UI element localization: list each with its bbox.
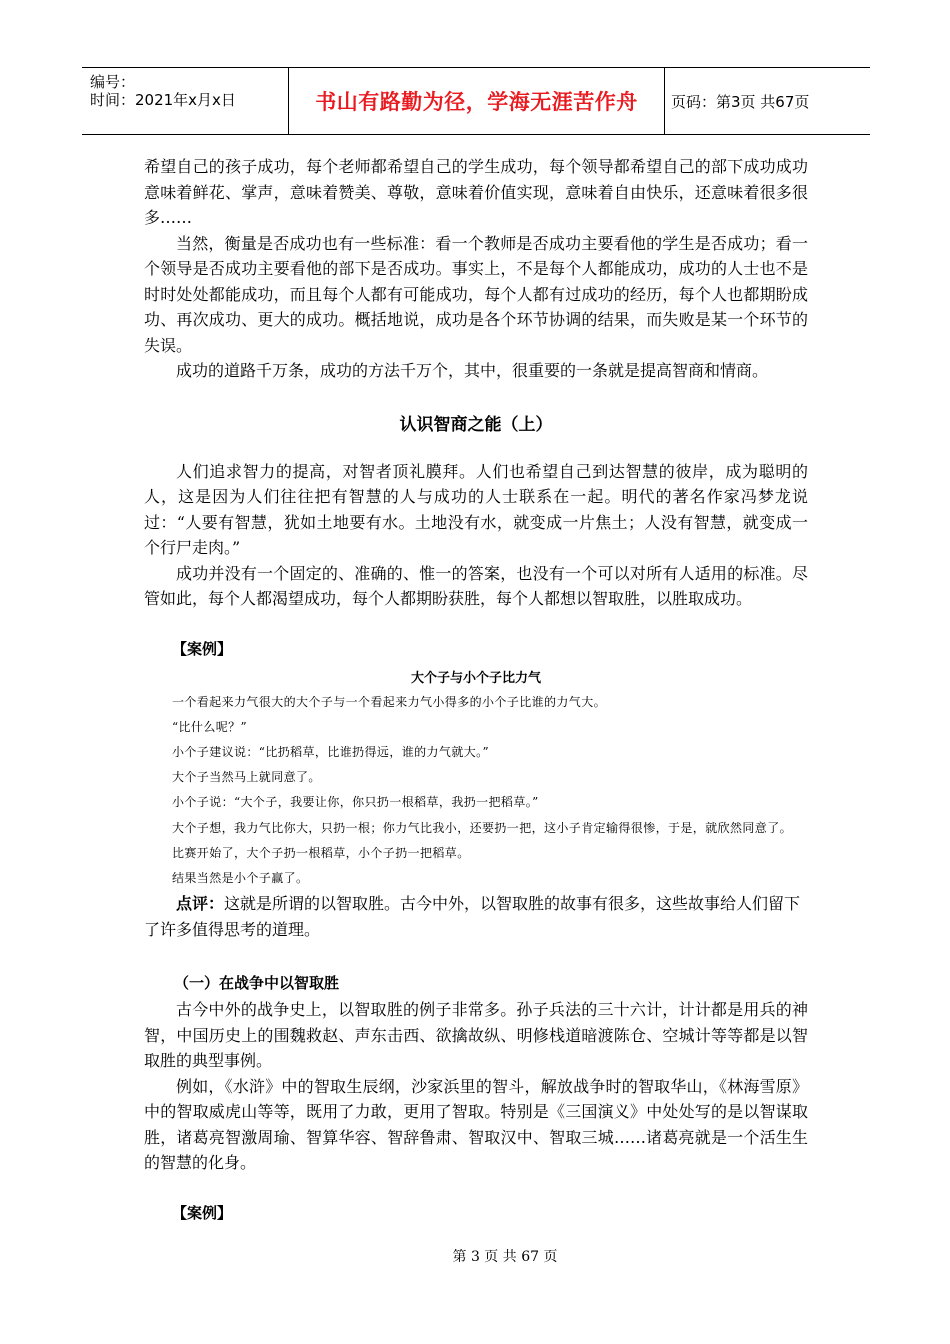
case-label: 【案例】 bbox=[172, 1203, 233, 1222]
story-line: 小个子建议说：“比扔稻草，比谁扔得远，谁的力气就大。” bbox=[172, 744, 490, 759]
story-line: 比赛开始了，大个子扔一根稻草，小个子扔一把稻草。 bbox=[172, 845, 470, 860]
story-line: 小个子说：“大个子，我要让你，你只扔一根稻草，我扔一把稻草。” bbox=[172, 795, 539, 810]
story-line: 大个子想，我力气比你大，只扔一根；你力气比我小，还要扔一把，这小子肯定输得很惨，于是，就欣然同意了。 bbox=[172, 820, 793, 835]
header-motto: 书山有路勤为径，学海无涯苦作舟 bbox=[315, 90, 638, 114]
story-title: 大个子与小个子比力气 bbox=[410, 670, 541, 686]
intro-paragraph: 希望自己的孩子成功，每个老师都希望自己的学生成功，每个领导都希望自己的部下成功成功意味着鲜花、掌声，意味着赞美、尊敬，意味着价值实现，意味着自由快乐，还意味着很多很多…… bbox=[144, 157, 808, 227]
subsection-heading: （一）在战争中以智取胜 bbox=[174, 974, 340, 993]
header-meta bbox=[82, 68, 289, 135]
document-body bbox=[144, 154, 808, 1223]
intro-paragraph: 成功的道路千万条，成功的方法千万个，其中，很重要的一条就是提高智商和情商。 bbox=[176, 361, 769, 380]
section-paragraph: 人们追求智力的提高，对智者顶礼膜拜。人们也希望自己到达智慧的彼岸，成为聪明的人，这是因为人们往往把有智慧的人与成功的人士联系在一起。明代的著名作家冯梦龙说过：“人要有智慧，犹如土地要有水。土地没有水，就变成一片焦土；人没有智慧，就变成一个行尸走肉。” bbox=[144, 461, 808, 557]
header-motto-cell bbox=[289, 68, 665, 135]
subsection-paragraph: 例如，《水浒》中的智取生辰纲，沙家浜里的智斗，解放战争时的智取华山，《林海雪原》中的智取威虎山等等，既用了力敢，更用了智取。特别是《三国演义》中处处写的是以智谋取胜，诸葛亮智激周瑜、智算华容、智辞鲁肃、智取汉中、智取三城……诸葛亮就是一个活生生的智慧的化身。 bbox=[144, 1076, 808, 1173]
number-label: 编号： bbox=[90, 73, 136, 91]
page-footer bbox=[0, 1246, 950, 1266]
intro-paragraph: 当然，衡量是否成功也有一些标准：看一个教师是否成功主要看他的学生是否成功；看一个领导是否成功主要看他的部下是否成功。事实上，不是每个人都能成功，成功的人士也不是时时处处都能成功，而且每个人都有可能成功，每个人都有过成功的经历，每个人也都期盼成功、再次成功、更大的成功。概括地说，成功是各个环节协调的结果，而失败是某一个环节的失误。 bbox=[144, 233, 808, 355]
case-comment bbox=[144, 891, 808, 942]
story-line: “比什么呢？” bbox=[172, 719, 248, 734]
comment-text: 这就是所谓的以智取胜。古今中外，以智取胜的故事有很多，这些故事给人们留下了许多值得思考的道理。 bbox=[144, 894, 801, 939]
footer-page-number: 第 3 页 共 67 页 bbox=[452, 1249, 558, 1265]
section-paragraph: 成功并没有一个固定的、准确的、惟一的答案，也没有一个可以对所有人适用的标准。尽管如此，每个人都渴望成功，每个人都期盼获胜，每个人都想以智取胜，以胜取成功。 bbox=[144, 563, 808, 608]
header-page-info: 页码：第3页 共67页 bbox=[665, 68, 871, 135]
story-line: 大个子当然马上就同意了。 bbox=[172, 770, 321, 785]
subsection-paragraph: 古今中外的战争史上，以智取胜的例子非常多。孙子兵法的三十六计，计计都是用兵的神智，中国历史上的围魏救赵、声东击西、欲擒故纵、明修栈道暗渡陈仓、空城计等等都是以智取胜的典型事例。 bbox=[144, 1000, 808, 1071]
story-line: 一个看起来力气很大的大个子与一个看起来力气小得多的小个子比谁的力气大。 bbox=[172, 694, 607, 709]
date-label: 时间：2021年x月x日 bbox=[90, 91, 236, 109]
story-line: 结果当然是小个子赢了。 bbox=[172, 870, 309, 885]
case-label: 【案例】 bbox=[172, 639, 233, 658]
page-header bbox=[82, 67, 870, 135]
section-title: 认识智商之能（上） bbox=[399, 414, 553, 435]
comment-label: 点评： bbox=[176, 894, 225, 914]
